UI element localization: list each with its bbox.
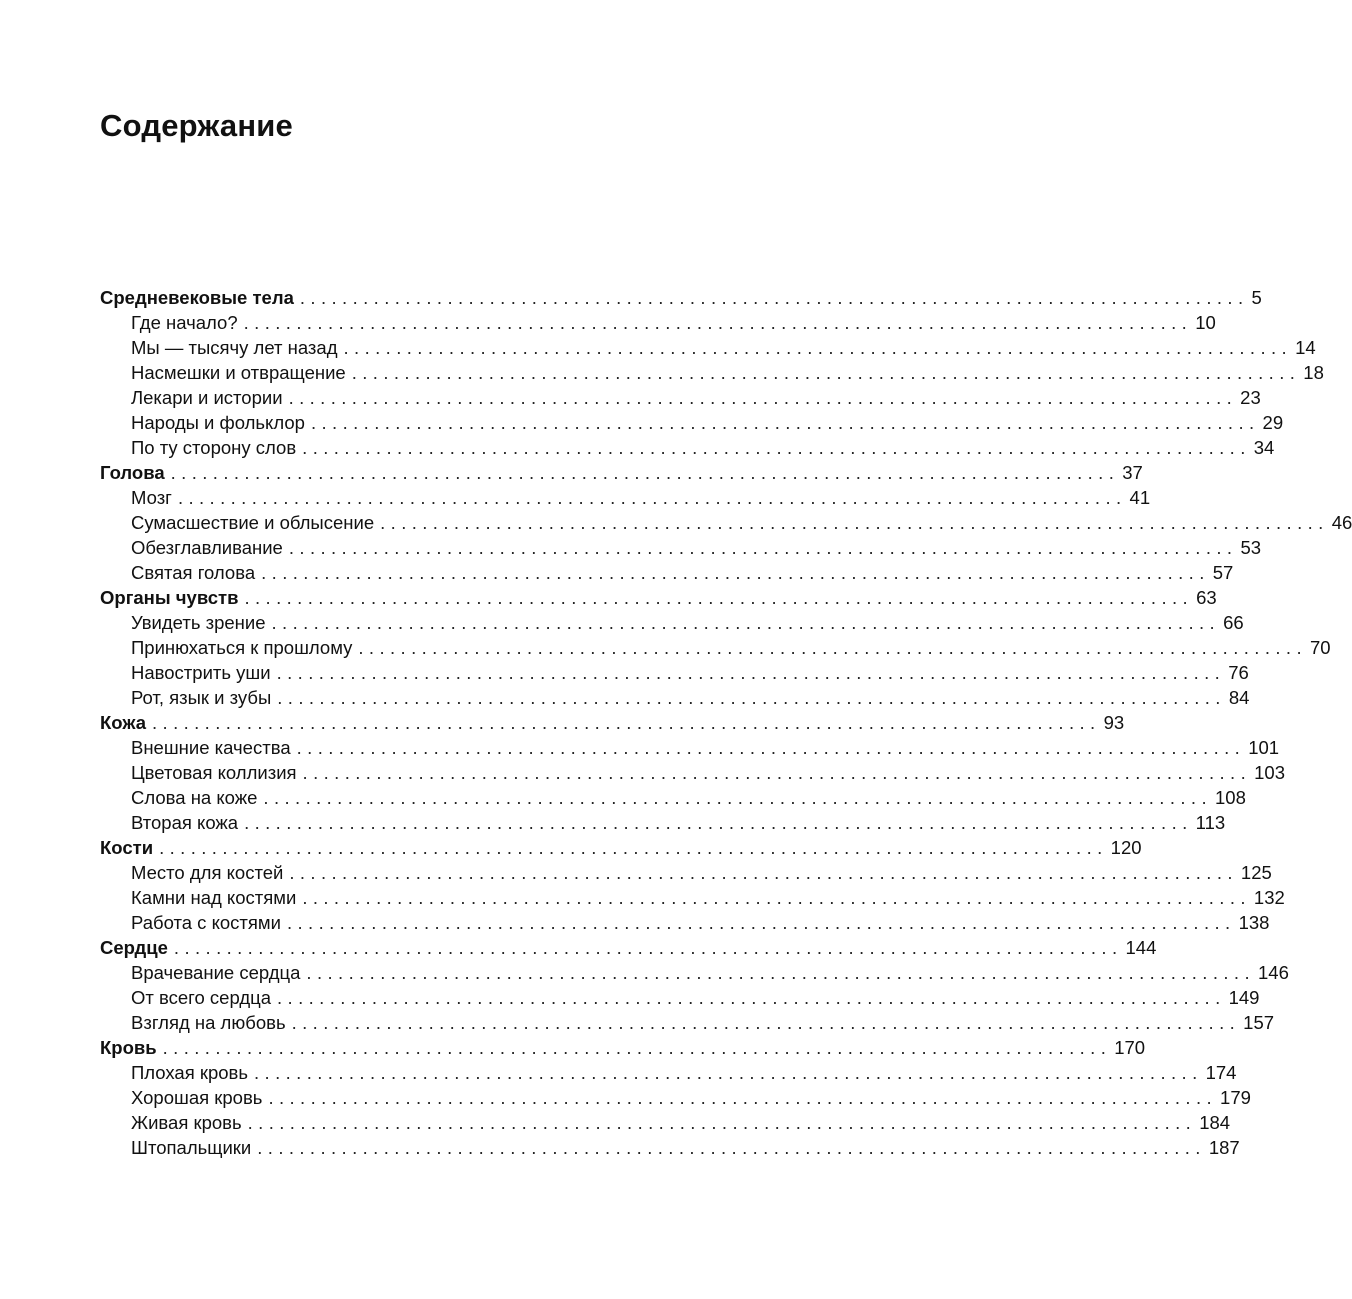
toc-entry-title: Навострить уши [131,662,271,683]
toc-dot-leader: .......................................................................................... [288,387,1238,408]
toc-section-entry [100,335,1316,360]
toc-page-number: 157 [1243,1012,1275,1033]
toc-dot-leader: .......................................................................................... [263,787,1212,808]
toc-entry-title: Сумасшествие и облысение [131,512,375,533]
toc-section-entry [100,1110,1231,1135]
toc-page-number: 149 [1228,987,1260,1008]
toc-entry-title: Место для костей [131,862,284,883]
toc-page-number: 113 [1195,812,1226,833]
toc-page-number: 57 [1212,562,1234,583]
toc-entry-title: От всего сердца [131,987,272,1008]
toc-section-entry [100,960,1289,985]
toc-chapter-entry [100,835,1142,860]
toc-page-number: 41 [1129,487,1151,508]
toc-chapter-entry [100,585,1217,610]
toc-entry-title: Кожа [100,712,146,733]
toc-dot-leader: .......................................................................................... [291,1012,1241,1033]
toc-section-entry [100,860,1272,885]
toc-page-number: 103 [1254,762,1286,783]
toc-entry-title: Средневековые тела [100,287,294,308]
toc-section-entry [100,360,1324,385]
toc-entry-title: Святая голова [131,562,256,583]
toc-section-entry [100,685,1250,710]
toc-entry-title: Цветовая коллизия [131,762,297,783]
table-of-contents [100,285,1352,1160]
toc-dot-leader: .......................................................................................... [302,887,1251,908]
toc-page-number: 144 [1125,937,1157,958]
toc-dot-leader: .......................................................................................... [351,362,1301,383]
toc-page-number: 63 [1196,587,1217,608]
toc-entry-title: Слова на коже [131,787,258,808]
toc-page-number: 37 [1122,462,1143,483]
toc-section-entry [100,535,1262,560]
toc-dot-leader: .......................................................................................... [244,812,1193,833]
toc-entry-title: Штопальщики [131,1137,252,1158]
toc-dot-leader: .......................................................................................... [276,662,1226,683]
toc-dot-leader: .......................................................................................... [257,1137,1206,1158]
toc-entry-title: Взгляд на любовь [131,1012,286,1033]
toc-page-number: 53 [1240,537,1262,558]
toc-page-number: 170 [1114,1037,1146,1058]
toc-entry-title: Плохая кровь [131,1062,249,1083]
toc-dot-leader: .......................................................................................... [271,612,1221,633]
toc-dot-leader: .......................................................................................... [170,462,1120,483]
toc-dot-leader: .......................................................................................... [310,412,1260,433]
toc-entry-title: Сердце [100,937,168,958]
toc-section-entry [100,1060,1237,1085]
toc-section-entry [100,985,1260,1010]
toc-dot-leader: .......................................................................................... [289,862,1238,883]
toc-dot-leader: .......................................................................................... [244,587,1194,608]
toc-page-number: 132 [1253,887,1285,908]
toc-entry-title: Насмешки и отвращение [131,362,346,383]
toc-dot-leader: .......................................................................................... [173,937,1123,958]
toc-dot-leader: .......................................................................................... [151,712,1101,733]
toc-page-number: 70 [1309,637,1331,658]
toc-entry-title: Вторая кожа [131,812,239,833]
toc-page-number: 120 [1110,837,1142,858]
toc-entry-title: Мы — тысячу лет назад [131,337,338,358]
toc-dot-leader: .......................................................................................... [380,512,1329,533]
toc-dot-leader: .......................................................................................... [299,287,1249,308]
toc-dot-leader: .......................................................................................... [288,537,1238,558]
toc-page-number: 108 [1215,787,1246,808]
toc-chapter-entry [100,935,1157,960]
toc-dot-leader: .......................................................................................... [302,437,1251,458]
toc-page-number: 14 [1295,337,1316,358]
toc-page-number: 76 [1228,662,1249,683]
toc-dot-leader: .......................................................................................... [243,312,1193,333]
toc-page-number: 146 [1258,962,1289,983]
toc-page-number: 187 [1208,1137,1240,1158]
toc-entry-title: Камни над костями [131,887,297,908]
toc-entry-title: Органы чувств [100,587,239,608]
toc-entry-title: Рот, язык и зубы [131,687,272,708]
toc-section-entry [100,635,1331,660]
toc-chapter-entry [100,285,1262,310]
toc-section-entry [100,1135,1240,1160]
toc-chapter-entry [100,710,1125,735]
toc-page-number: 18 [1303,362,1324,383]
toc-dot-leader: .......................................................................................... [306,962,1256,983]
toc-dot-leader: .......................................................................................... [159,837,1108,858]
toc-section-entry [100,910,1270,935]
toc-page-number: 46 [1331,512,1352,533]
toc-entry-title: Народы и фольклор [131,412,305,433]
toc-entry-title: Кости [100,837,154,858]
toc-section-entry [100,435,1275,460]
toc-dot-leader: .......................................................................................... [268,1087,1218,1108]
toc-dot-leader: .......................................................................................... [277,987,1226,1008]
toc-entry-title: Врачевание сердца [131,962,301,983]
toc-section-entry [100,510,1352,535]
toc-dot-leader: .......................................................................................... [286,912,1236,933]
toc-dot-leader: .......................................................................................... [358,637,1307,658]
toc-entry-title: Кровь [100,1037,157,1058]
toc-page-number: 10 [1195,312,1216,333]
toc-section-entry [100,810,1226,835]
toc-entry-title: Принюхаться к прошлому [131,637,353,658]
toc-page-number: 174 [1205,1062,1237,1083]
toc-entry-title: Живая кровь [131,1112,242,1133]
toc-section-entry [100,410,1284,435]
toc-entry-title: Лекари и истории [131,387,283,408]
toc-chapter-entry [100,460,1143,485]
toc-page-number: 23 [1240,387,1261,408]
toc-dot-leader: .......................................................................................... [277,687,1226,708]
toc-page-number: 93 [1103,712,1125,733]
toc-section-entry [100,735,1280,760]
toc-page-number: 101 [1248,737,1280,758]
toc-section-entry [100,885,1285,910]
toc-page-number: 66 [1223,612,1244,633]
toc-section-entry [100,385,1261,410]
page-title: Содержание [100,108,293,143]
toc-page-number: 138 [1238,912,1270,933]
toc-dot-leader: .......................................................................................... [247,1112,1197,1133]
toc-dot-leader: .......................................................................................... [162,1037,1112,1058]
toc-entry-title: Обезглавливание [131,537,283,558]
toc-dot-leader: .......................................................................................... [343,337,1293,358]
toc-entry-title: Увидеть зрение [131,612,266,633]
toc-page-number: 179 [1220,1087,1251,1108]
toc-section-entry [100,310,1216,335]
toc-section-entry [100,1010,1275,1035]
toc-entry-title: По ту сторону слов [131,437,297,458]
toc-page-number: 84 [1228,687,1250,708]
toc-section-entry [100,785,1246,810]
toc-section-entry [100,560,1234,585]
toc-dot-leader: .......................................................................................... [177,487,1127,508]
toc-dot-leader: .......................................................................................... [296,737,1246,758]
toc-entry-title: Голова [100,462,165,483]
toc-page-number: 29 [1262,412,1284,433]
toc-section-entry [100,610,1244,635]
toc-section-entry [100,1085,1251,1110]
toc-entry-title: Мозг [131,487,172,508]
toc-section-entry [100,485,1151,510]
toc-entry-title: Где начало? [131,312,238,333]
toc-section-entry [100,760,1286,785]
toc-section-entry [100,660,1249,685]
toc-entry-title: Хорошая кровь [131,1087,263,1108]
toc-entry-title: Внешние качества [131,737,291,758]
toc-entry-title: Работа с костями [131,912,281,933]
toc-page-number: 125 [1240,862,1272,883]
toc-chapter-entry [100,1035,1146,1060]
toc-page-number: 184 [1199,1112,1231,1133]
toc-dot-leader: .......................................................................................... [302,762,1252,783]
toc-dot-leader: .......................................................................................... [254,1062,1203,1083]
toc-dot-leader: .......................................................................................... [261,562,1210,583]
toc-page-number: 34 [1253,437,1275,458]
toc-page-number: 5 [1251,287,1262,308]
